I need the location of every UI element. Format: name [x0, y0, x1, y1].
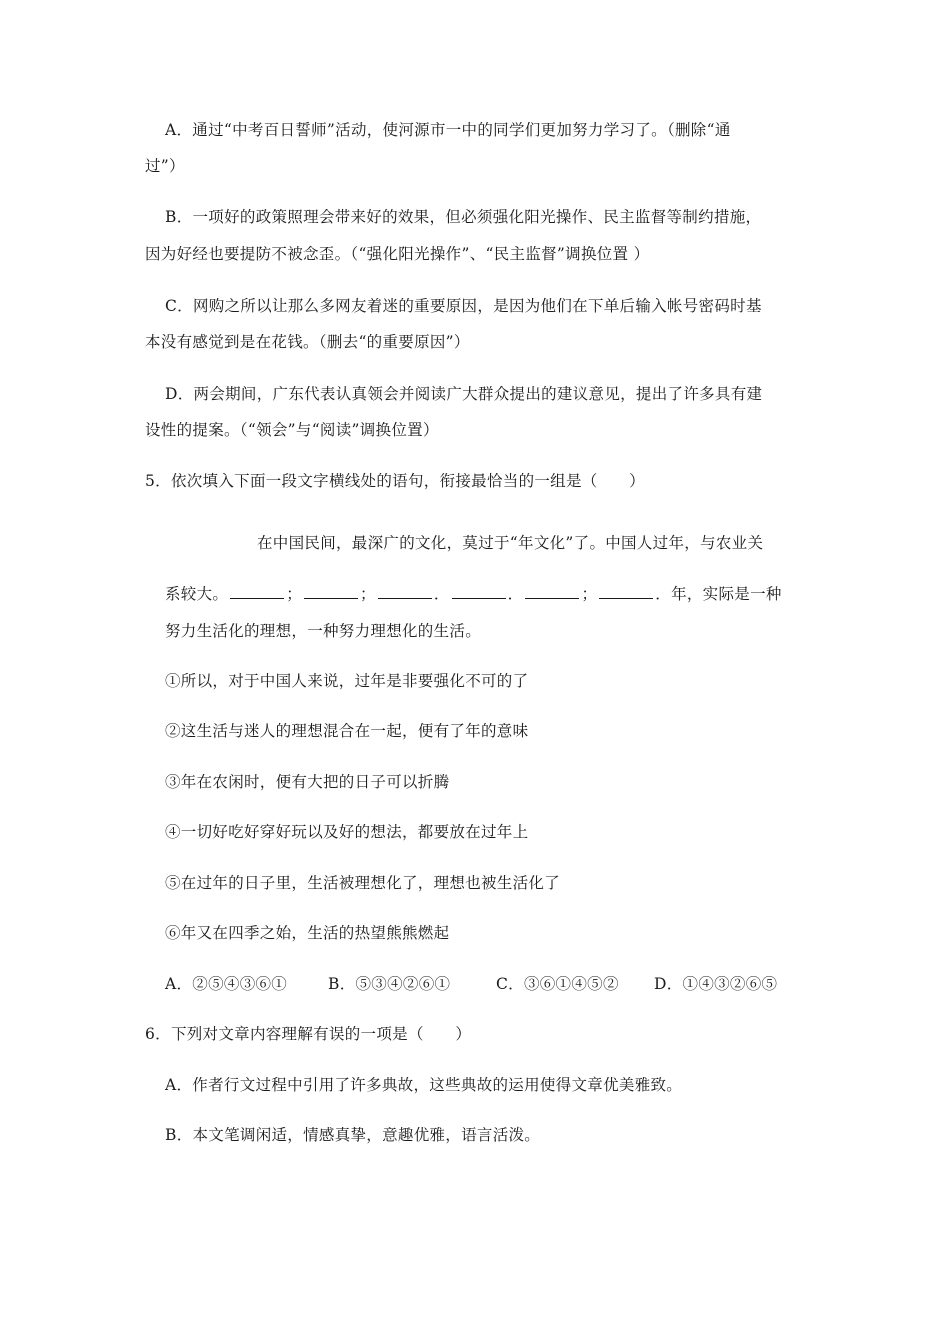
- q5-passage-start: 系较大。: [165, 585, 229, 603]
- q5-item-4: ④一切好吃好穿好玩以及好的想法，都要放在过年上: [165, 823, 529, 841]
- q5-passage-line2: [165, 583, 782, 604]
- q5-item-6: ⑥年又在四季之始，生活的热望熊熊燃起: [165, 924, 450, 942]
- q6-option-a: A．作者行文过程中引用了许多典故，这些典故的运用使得文章优美雅致。: [165, 1076, 683, 1094]
- q5-item-5: ⑤在过年的日子里，生活被理想化了，理想也被生活化了: [165, 874, 561, 892]
- q6-option-b: B．本文笔调闲适，情感真挚，意趣优雅，语言活泼。: [165, 1126, 541, 1144]
- q5-blank-4: [452, 583, 506, 599]
- q5-blank-6: [599, 583, 653, 599]
- q5-stem: 5．依次填入下面一段文字横线处的语句，衔接最恰当的一组是（ ）: [145, 472, 645, 490]
- q5-blank-3: [378, 583, 432, 599]
- q5-passage-line3: 努力生活化的理想，一种努力理想化的生活。: [165, 622, 482, 640]
- q4-option-d-line1: D．两会期间，广东代表认真领会并阅读广大群众提出的建议意见，提出了许多具有建: [165, 385, 763, 403]
- q5-item-2: ②这生活与迷人的理想混合在一起，便有了年的意味: [165, 722, 529, 740]
- q5-item-3: ③年在农闲时，便有大把的日子可以折腾: [165, 773, 450, 791]
- q4-option-c-line1: C．网购之所以让那么多网友着迷的重要原因，是因为他们在下单后输入帐号密码时基: [165, 297, 762, 315]
- q4-option-a-line2: 过”）: [145, 157, 185, 175]
- q5-passage-line1: 在中国民间，最深广的文化，莫过于“年文化”了。中国人过年，与农业关: [257, 534, 764, 552]
- q4-option-c-line2: 本没有感觉到是在花钱。（删去“的重要原因”）: [145, 333, 470, 351]
- q5-choice-b: B．⑤③④②⑥①: [328, 975, 451, 993]
- q5-item-1: ①所以，对于中国人来说，过年是非要强化不可的了: [165, 672, 529, 690]
- q5-sep-4: ．: [507, 585, 524, 603]
- q5-blank-2: [304, 583, 358, 599]
- q5-sep-3: ．: [433, 585, 450, 603]
- q5-blank-1: [230, 583, 284, 599]
- q5-sep-1: ；: [286, 585, 303, 603]
- q5-sep-6: ．年，实际是一种: [655, 585, 782, 603]
- q4-option-d-line2: 设性的提案。（“领会”与“阅读”调换位置）: [145, 421, 439, 439]
- q5-choice-d: D．①④③②⑥⑤: [654, 975, 778, 993]
- q6-stem: 6．下列对文章内容理解有误的一项是（ ）: [145, 1025, 472, 1043]
- q5-sep-2: ；: [360, 585, 376, 603]
- q5-choice-c: C．③⑥①④⑤②: [496, 975, 619, 993]
- q5-choice-a: A．②⑤④③⑥①: [165, 975, 288, 993]
- q5-sep-5: ；: [581, 585, 598, 603]
- q4-option-b-line1: B．一项好的政策照理会带来好的效果，但必须强化阳光操作、民主监督等制约措施，: [165, 208, 762, 226]
- q5-blank-5: [525, 583, 579, 599]
- q4-option-a-line1: A．通过“中考百日誓师”活动，使河源市一中的同学们更加努力学习了。（删除“通: [165, 121, 731, 139]
- q4-option-b-line2: 因为好经也要提防不被念歪。（“强化阳光操作”、“民主监督”调换位置 ）: [145, 245, 650, 263]
